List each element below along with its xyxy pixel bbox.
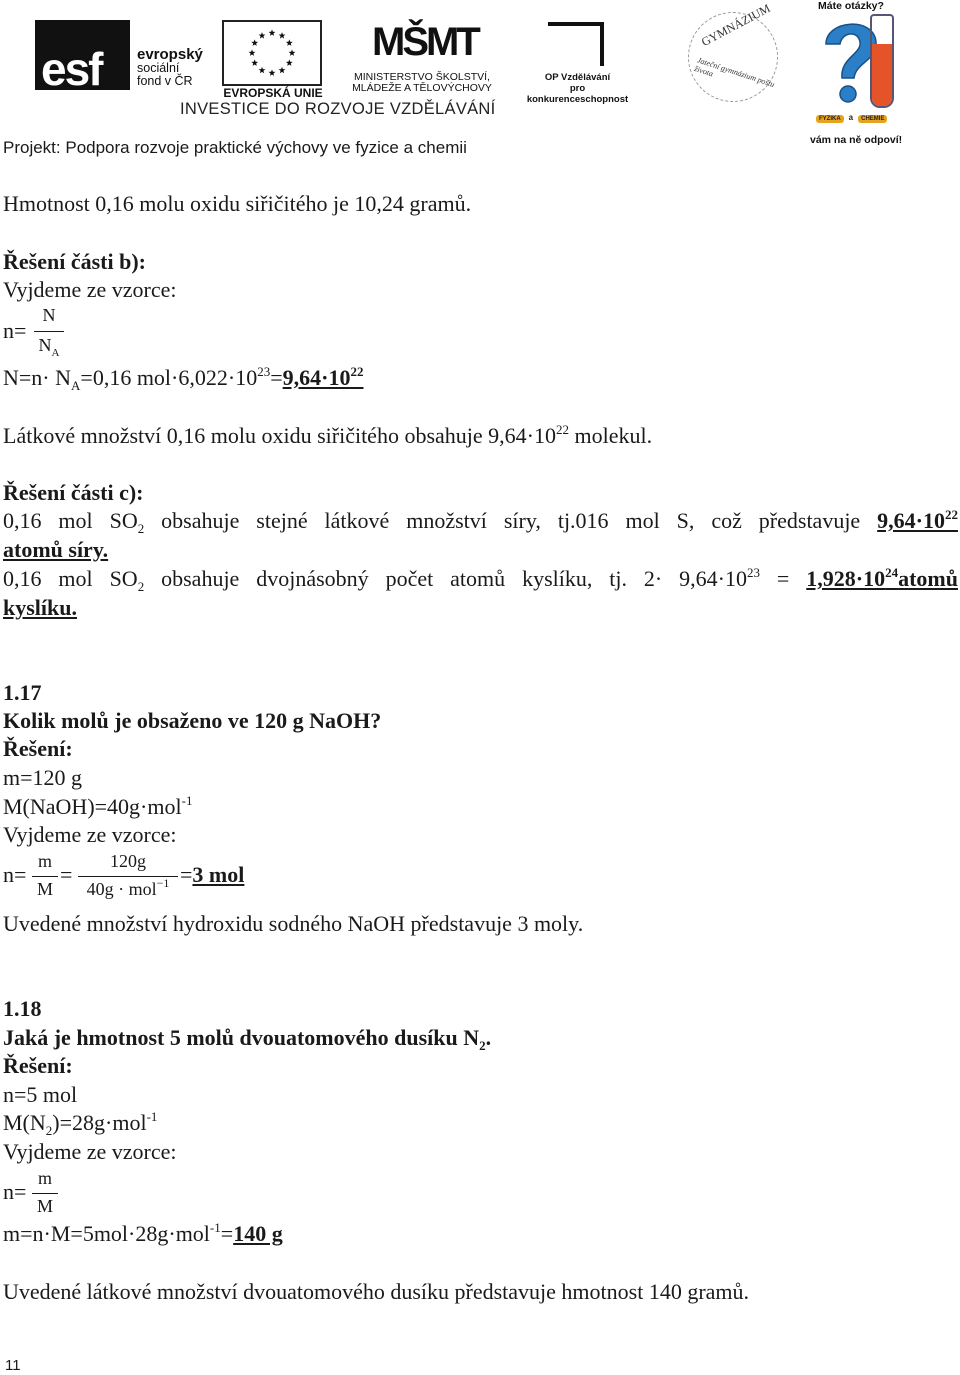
q17-reseni: Řešení: bbox=[3, 736, 73, 761]
mate-otazky-logo: Máte otázky? FYZIKA a CHEMIE vám na ně odpoví! bbox=[810, 0, 903, 146]
c-line1: 0,16 mol $SO_2$ obsahuje stejné látkové množství síry, tj.016 mol S, což představuje $9,64\cdot 10^{22}$ bbox=[3, 507, 958, 536]
q18-molar-mass: $M(N_2)=28g\cdot mol^{-1}$ bbox=[3, 1109, 158, 1138]
op-mark-icon bbox=[548, 22, 604, 66]
page-number: 11 bbox=[5, 1357, 21, 1374]
c-heading: Řešení části c): bbox=[3, 480, 144, 505]
op-logo bbox=[520, 22, 635, 105]
c-line4: kyslíku. bbox=[3, 595, 77, 620]
msmt-logo bbox=[332, 20, 512, 98]
q17-fraction-values: 120g 40g · mol$^{-1}$ bbox=[78, 851, 178, 903]
page-header bbox=[0, 0, 960, 170]
q17-eq: = bbox=[60, 862, 73, 887]
q17-conclusion: Uvedené množství hydroxidu sodného NaOH představuje 3 moly. bbox=[3, 911, 584, 936]
esf-logo bbox=[35, 20, 215, 95]
subject-badges: FYZIKA a CHEMIE bbox=[816, 112, 889, 123]
b-vyjdeme: Vyjdeme ze vzorce: bbox=[3, 277, 177, 302]
project-title: Projekt: Podpora rozvoje praktické výchovy ve fyzice a chemii bbox=[3, 138, 467, 157]
q17-fraction-m-M: m M bbox=[32, 851, 58, 903]
b-n-eq: n= bbox=[3, 318, 27, 343]
q17-result: =3 mol bbox=[180, 862, 245, 887]
q18-vyjdeme: Vyjdeme ze vzorce: bbox=[3, 1139, 177, 1164]
q18-n-eq: n= bbox=[3, 1179, 27, 1204]
c-line2: atomů síry. bbox=[3, 537, 109, 562]
b-mass-result: Hmotnost 0,16 molu oxidu siřičitého je 10,24 gramů. bbox=[3, 191, 472, 216]
gymnazium-logo: GYMNÁZIUM Jateční gymnázium poštu života bbox=[688, 12, 778, 102]
esf-mark: esf bbox=[35, 20, 130, 90]
c-line3: 0,16 mol $SO_2$ obsahuje dvojnásobný počet atomů kyslíku, tj. $2\cdot 9,64\cdot 10^{23}$ = $1,928\cdot 10^{24}atomů$ bbox=[3, 565, 958, 594]
msmt-mark: MŠMT bbox=[372, 20, 478, 64]
op-caption: OP Vzdělávání pro konkurenceschopnost bbox=[526, 72, 629, 105]
test-tube-icon bbox=[870, 14, 894, 108]
esf-caption: evropský sociální fond v ČR bbox=[137, 46, 203, 88]
msmt-caption: MINISTERSTVO ŠKOLSTVÍ, MLÁDEŽE A TĚLOVÝCHOVY bbox=[352, 71, 492, 94]
q18-number: 1.18 bbox=[3, 996, 42, 1021]
eu-flag-logo bbox=[222, 20, 324, 98]
q18-conclusion: Uvedené látkové množství dvouatomového dusíku představuje hmotnost 140 gramů. bbox=[3, 1279, 750, 1304]
q17-n-eq: n= bbox=[3, 862, 27, 887]
q17-mass: m=120 g bbox=[3, 765, 83, 790]
q17-question: Kolik molů je obsaženo ve 120 g NaOH? bbox=[3, 708, 382, 733]
q17-number: 1.17 bbox=[3, 680, 42, 705]
eu-stars-icon bbox=[222, 20, 322, 86]
b-heading: Řešení části b): bbox=[3, 249, 146, 274]
q18-calculation: m=n·M=5mol·28g·mol$^{-1}$=140 g bbox=[3, 1220, 283, 1246]
q18-n: n=5 mol bbox=[3, 1082, 78, 1107]
q18-fraction: m M bbox=[32, 1168, 58, 1220]
b-fraction: N $N_A$ bbox=[34, 305, 64, 359]
q18-question: Jaká je hmotnost 5 molů dvouatomového dusíku $N_2$. bbox=[3, 1025, 492, 1053]
q18-reseni: Řešení: bbox=[3, 1053, 73, 1078]
b-result: Látkové množství 0,16 molu oxidu siřičitého obsahuje $9,64\cdot 10^{22}$ molekul. bbox=[3, 422, 653, 448]
b-calculation: $N=n\cdot N_A=0,16$ $mol\cdot 6,022\cdot 10^{23}=9,64\cdot 10^{22}$ bbox=[3, 364, 364, 393]
investice-banner: INVESTICE DO ROZVOJE VZDĚLÁVÁNÍ bbox=[180, 100, 496, 118]
q17-vyjdeme: Vyjdeme ze vzorce: bbox=[3, 822, 177, 847]
q17-molar-mass: M(NaOH)=40g·mol$^{-1}$ bbox=[3, 793, 193, 819]
eu-caption: EVROPSKÁ UNIE bbox=[223, 86, 323, 100]
